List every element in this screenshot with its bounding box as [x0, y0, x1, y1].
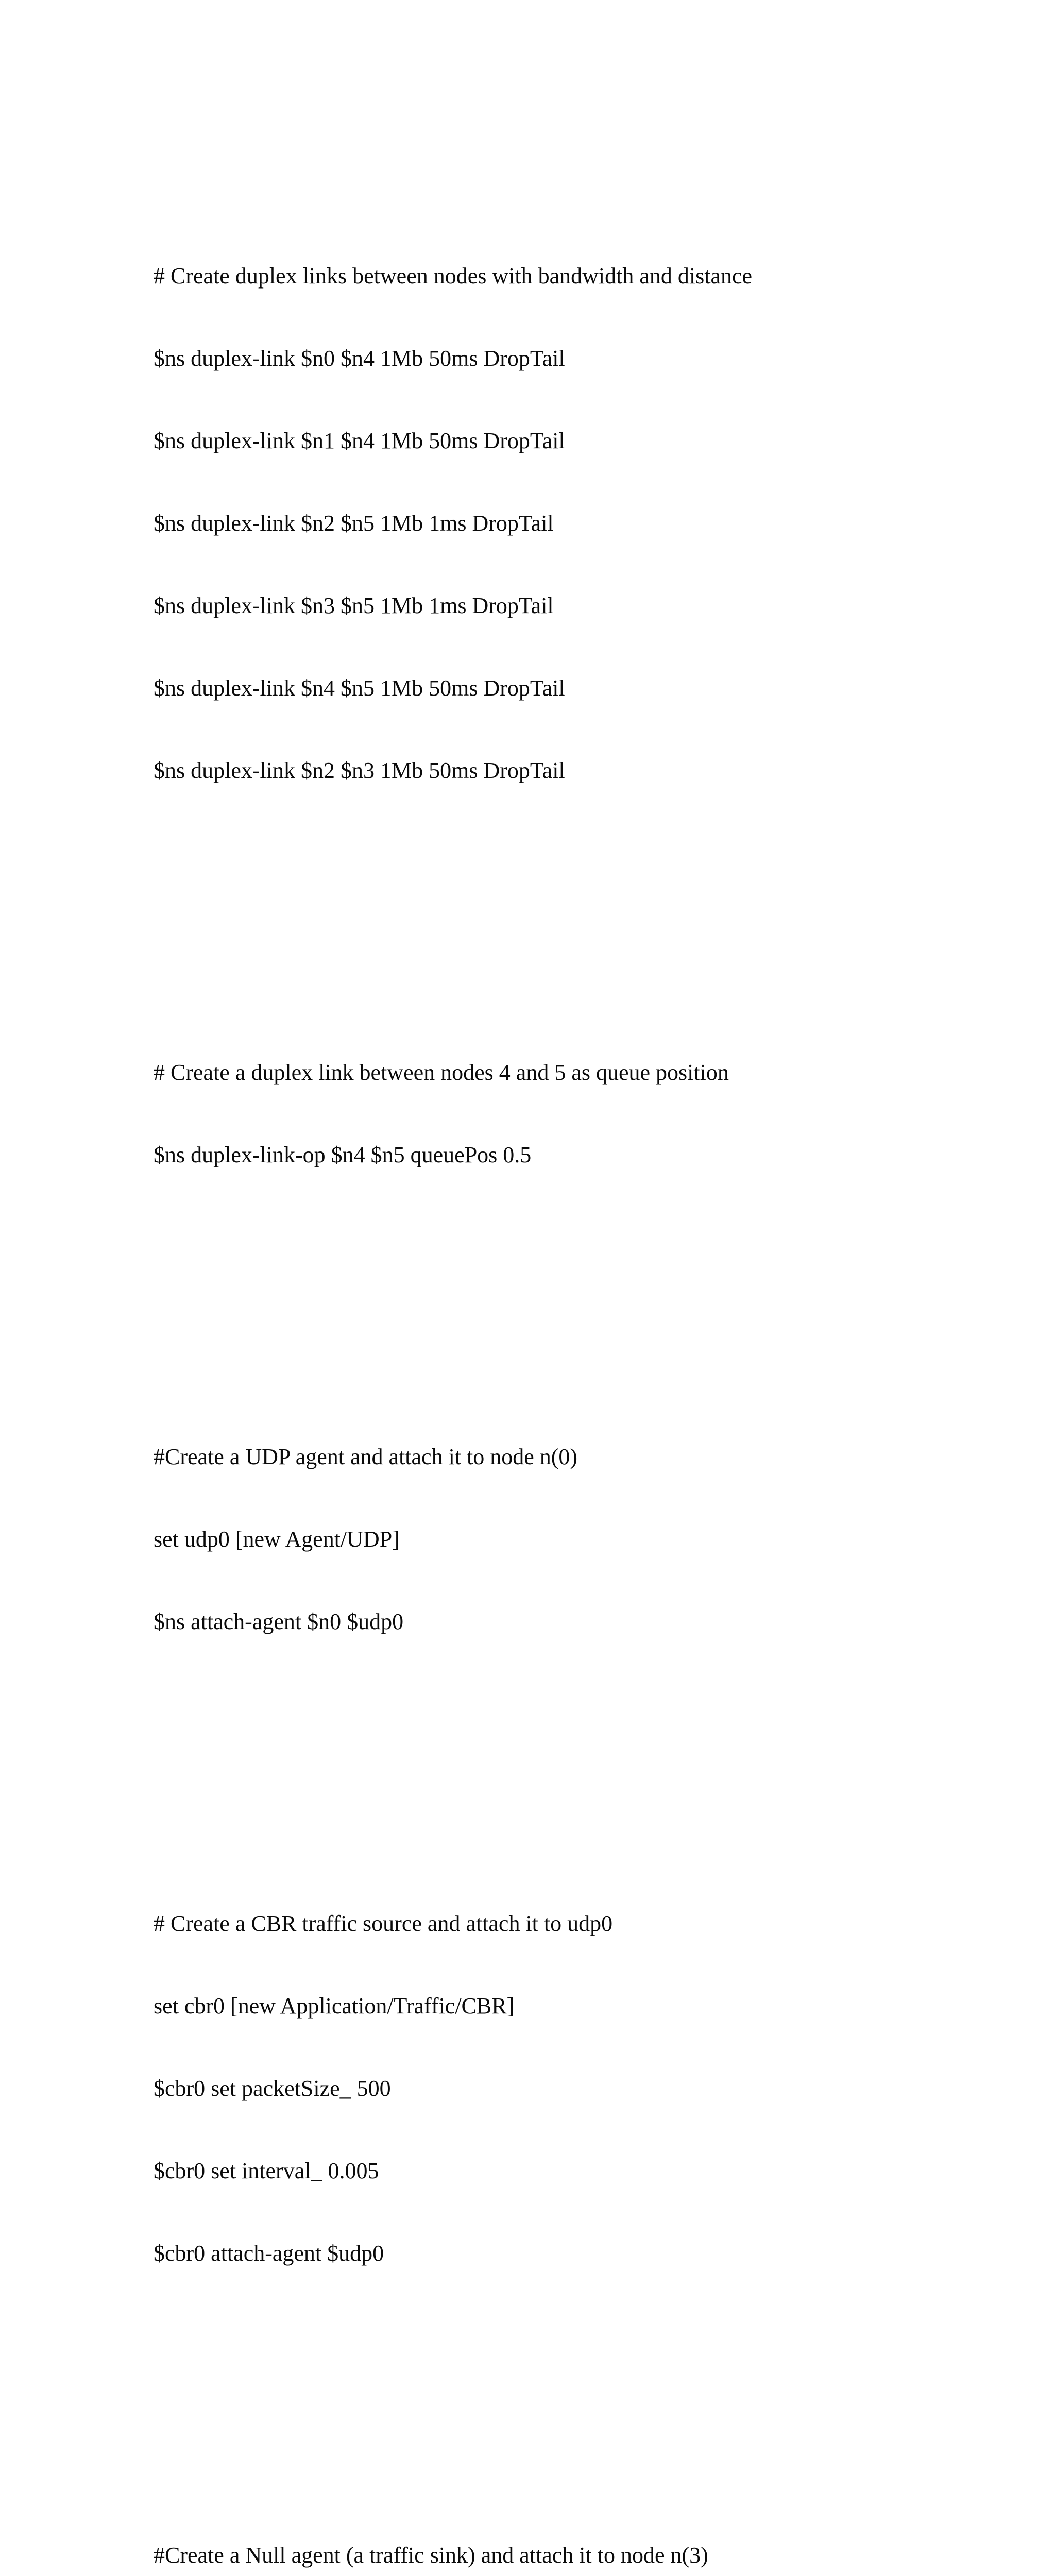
code-line: $ns duplex-link $n2 $n3 1Mb 50ms DropTail [154, 757, 565, 783]
code-line: set udp0 [new Agent/UDP] [154, 1526, 400, 1552]
comment-line: # Create a CBR traffic source and attach it to udp0 [154, 1911, 613, 1936]
code-line: $ns duplex-link-op $n4 $n5 queuePos 0.5 [154, 1142, 532, 1167]
code-line: $cbr0 set packetSize_ 500 [154, 2075, 391, 2101]
code-line: $ns duplex-link $n4 $n5 1Mb 50ms DropTail [154, 675, 565, 701]
code-line: $ns duplex-link $n1 $n4 1Mb 50ms DropTail [154, 428, 565, 453]
code-block-queue-position [154, 1004, 1029, 1223]
code-line: $ns duplex-link $n2 $n5 1Mb 1ms DropTail [154, 510, 554, 536]
code-line: $cbr0 set interval_ 0.005 [154, 2158, 379, 2183]
code-block-links [154, 208, 1029, 839]
code-line: $ns duplex-link $n0 $n4 1Mb 50ms DropTail [154, 346, 565, 371]
code-line: $ns duplex-link $n3 $n5 1Mb 1ms DropTail [154, 592, 554, 618]
comment-line: #Create a UDP agent and attach it to node n(0) [154, 1444, 578, 1469]
code-block-udp-agent [154, 1388, 1029, 1690]
comment-line: # Create a duplex link between nodes 4 and 5 as queue position [154, 1059, 729, 1085]
blank-line [154, 1745, 1029, 1772]
code-block-null-agent [154, 2486, 1029, 2576]
code-line: $cbr0 attach-agent $udp0 [154, 2240, 384, 2266]
code-block-cbr-source [154, 1855, 1029, 2321]
comment-line: #Create a Null agent (a traffic sink) and attach it to node n(3) [154, 2542, 708, 2568]
comment-line: # Create duplex links between nodes with bandwidth and distance [154, 263, 753, 289]
blank-line [154, 894, 1029, 921]
blank-line [154, 1278, 1029, 1306]
code-line: set cbr0 [new Application/Traffic/CBR] [154, 1993, 515, 2019]
code-line: $ns attach-agent $n0 $udp0 [154, 1608, 404, 1634]
code-listing [154, 152, 1029, 2576]
blank-line [154, 2377, 1029, 2404]
